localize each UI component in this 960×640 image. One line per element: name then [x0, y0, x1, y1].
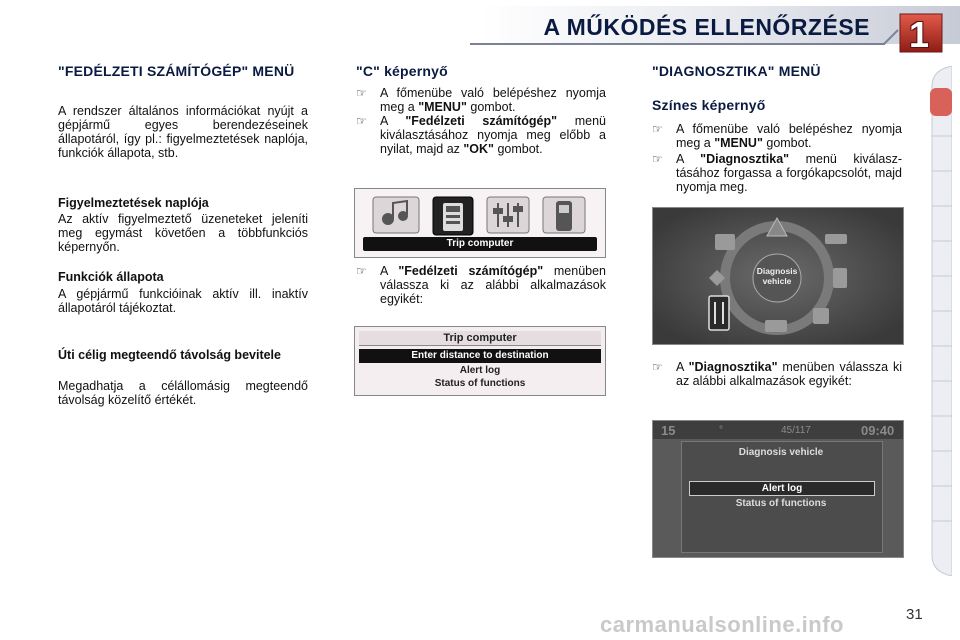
page-title: A MŰKÖDÉS ELLENŐRZÉSE — [543, 14, 870, 40]
trip-menu-title: Trip computer — [359, 331, 601, 346]
alert-log-title: Figyelmeztetések naplója — [58, 196, 209, 210]
bullet-arrow-icon: ☞ — [356, 86, 367, 100]
alert-log-text: Az aktív figyelmeztető üzeneteket jeleníti meg egymást követően a többfunkciós képernyőn. — [58, 212, 308, 254]
diagnosis-vehicle-screen — [652, 420, 904, 558]
color-screen-heading: Színes képernyő — [652, 97, 766, 113]
status-degree: ° — [719, 425, 723, 436]
main-menu-caption: Trip computer — [446, 238, 514, 249]
diagnosis-menu-heading: "DIAGNOSZTIKA" MENÜ — [652, 63, 821, 79]
c-screen-main-menu — [354, 188, 606, 258]
c-bullet-3: ☞ A "Fedélzeti számítógép" menüben válassza ki az alábbi alkalmazások egyikét: — [356, 264, 606, 306]
diagnosis-dialog-title: Diagnosis vehicle — [738, 447, 824, 458]
diag-menu-item-alert-log[interactable]: Alert log — [689, 481, 875, 496]
diag-bullet-1: ☞ A főmenübe való belépéshez nyomja meg a "MENU" gombot. — [652, 122, 902, 150]
trip-menu-item-distance[interactable]: Enter distance to destination — [359, 349, 601, 363]
equalizer-icon — [494, 203, 522, 227]
trip-menu-item-status[interactable]: Status of functions — [434, 378, 526, 389]
diagnosis-wheel-screen — [652, 207, 904, 345]
diag-menu-item-status[interactable]: Status of functions — [735, 498, 827, 509]
status-clock: 09:40 — [861, 423, 895, 438]
phone-icon — [556, 201, 572, 231]
function-status-text: A gépjármű funkcióinak aktív ill. inaktív állapotáról tájékoztat. — [58, 287, 308, 315]
function-status-title: Funkciók állapota — [58, 270, 164, 284]
wrench-icon — [709, 296, 729, 330]
bullet-arrow-icon: ☞ — [652, 360, 663, 374]
bullet-arrow-icon: ☞ — [652, 152, 663, 166]
trip-computer-intro: A rendszer általános információkat nyújt a gépjármű egyes berendezéseinek állapotáról, így pl.: figyelmeztetések naplója, funkciók állapota, stb. — [58, 104, 308, 160]
bullet-arrow-icon: ☞ — [356, 114, 367, 128]
chapter-tab-strip — [928, 66, 952, 576]
c-screen-heading: "C" képernyő — [356, 63, 448, 79]
distance-entry-title: Úti célig megteendő távolság bevitele — [58, 348, 281, 362]
diag-bullet-2: ☞ A "Diagnosztika" menü kiválasztásához forgassa a forgókapcsolót, majd nyomja meg. — [652, 152, 902, 194]
trip-computer-menu-heading: "FEDÉLZETI SZÁMÍTÓGÉP" MENÜ — [58, 63, 295, 79]
page-number: 31 — [906, 606, 923, 623]
c-bullet-2: ☞ A "Fedélzeti számítógép" menü kiválasztásához nyomja meg előbb a nyilat, majd az "OK" gombot. — [356, 114, 607, 156]
trip-menu-item-alert-log[interactable]: Alert log — [459, 365, 501, 376]
diag-bullet-3: ☞ A "Diagnosztika" menüben válassza ki az alábbi alkalmazások egyikét: — [652, 360, 903, 388]
diagnosis-center-label: Diagnosis vehicle — [756, 266, 798, 286]
c-screen-trip-menu — [354, 326, 606, 396]
distance-entry-text: Megadhatja a célállomásig megteendő távolság közelítő értékét. — [58, 379, 308, 407]
bullet-arrow-icon: ☞ — [356, 264, 367, 278]
bullet-arrow-icon: ☞ — [652, 122, 663, 136]
footer-watermark: carmanualsonline.info — [600, 612, 844, 637]
chapter-number: 1 — [908, 14, 930, 55]
status-radio: 45/117 — [781, 425, 811, 436]
status-temperature: 15 — [661, 423, 676, 438]
trip-computer-icon — [443, 203, 463, 231]
c-bullet-1: ☞ A főmenübe való belépéshez nyomja meg a "MENU" gombot. — [356, 86, 606, 114]
